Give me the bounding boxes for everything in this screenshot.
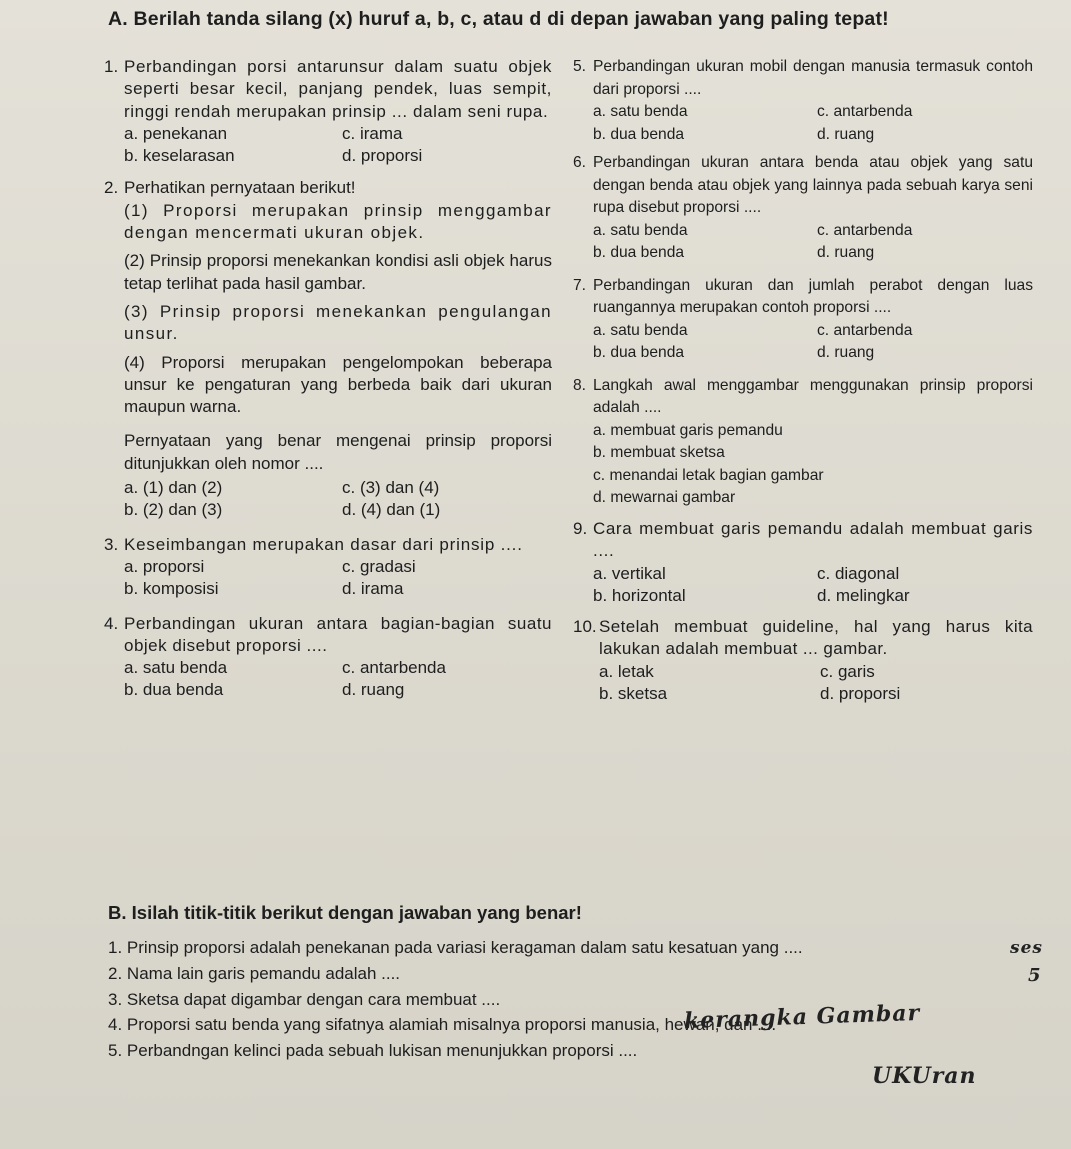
- question-7: [573, 275, 1033, 365]
- option-c[interactable]: c. (3) dan (4): [342, 478, 440, 498]
- question-number: 1.: [104, 57, 119, 76]
- section-a-heading: A. Berilah tanda silang (x) huruf a, b, c, atau d di depan jawaban yang paling tepat!: [108, 8, 889, 30]
- question-number: 3.: [104, 534, 119, 554]
- options: [124, 477, 552, 522]
- option-b[interactable]: b. dua benda: [593, 344, 685, 361]
- option-b[interactable]: b. dua benda: [593, 125, 685, 143]
- option-d[interactable]: d. irama: [342, 579, 404, 599]
- question-number: 4.: [104, 613, 119, 633]
- option-a[interactable]: a. (1) dan (2): [124, 478, 223, 498]
- item-text: Proporsi satu benda yang sifatnya alamiah misalnya proporsi manusia, hewan, dan ....: [126, 1015, 777, 1035]
- fill-item-3[interactable]: [108, 987, 1068, 1013]
- options: [593, 101, 1033, 146]
- options: [124, 556, 552, 601]
- question-stem: Cara membuat garis pemandu adalah membuat garis ....: [593, 518, 1033, 560]
- option-b[interactable]: b. sketsa: [599, 684, 668, 703]
- option-c[interactable]: c. antarbenda: [342, 658, 446, 678]
- question-5: [573, 56, 1033, 146]
- fill-item-5[interactable]: [108, 1038, 1068, 1064]
- option-c[interactable]: c. irama: [342, 123, 403, 143]
- question-stem: Perbandingan ukuran mobil dengan manusia termasuk contoh dari proporsi ....: [593, 58, 1033, 98]
- option-c[interactable]: c. antarbenda: [817, 321, 913, 339]
- option-b[interactable]: b. keselarasan: [124, 146, 235, 166]
- option-b[interactable]: b. horizontal: [593, 586, 686, 605]
- option-c[interactable]: c. gradasi: [342, 556, 416, 576]
- option-d[interactable]: d. melingkar: [817, 586, 910, 605]
- option-a[interactable]: a. satu benda: [593, 321, 688, 339]
- item-text: Nama lain garis pemandu adalah ....: [126, 963, 401, 983]
- fill-item-4[interactable]: [108, 1012, 1068, 1038]
- item-text: Sketsa dapat digambar dengan cara membuat ....: [126, 989, 501, 1009]
- item-text: Perbandngan kelinci pada sebuah lukisan menunjukkan proporsi ....: [126, 1041, 638, 1061]
- statement-3: (3) Prinsip proporsi menekankan pengulangan unsur.: [124, 301, 552, 344]
- option-a[interactable]: a. penekanan: [124, 123, 228, 143]
- question-stem: Perbandingan ukuran antara bagian-bagian suatu objek disebut proporsi ....: [124, 613, 552, 655]
- fill-item-1[interactable]: [108, 935, 1068, 961]
- options: [593, 320, 1033, 365]
- option-d[interactable]: d. ruang: [342, 680, 405, 700]
- option-d[interactable]: d. (4) dan (1): [342, 500, 441, 520]
- fill-item-2[interactable]: [108, 961, 1068, 987]
- question-8: [573, 375, 1033, 510]
- question-stem: Setelah membuat guideline, hal yang harus kita lakukan adalah membuat ... gambar.: [599, 616, 1033, 658]
- option-b[interactable]: b. dua benda: [593, 244, 685, 261]
- option-a[interactable]: a. letak: [599, 661, 654, 681]
- option-a[interactable]: a. membuat garis pemandu: [593, 421, 783, 439]
- section-b-list: [108, 935, 1068, 1064]
- item-number: 5.: [108, 1041, 123, 1061]
- question-9: [573, 518, 1033, 608]
- option-c[interactable]: c. garis: [820, 661, 875, 681]
- section-b-heading: B. Isilah titik-titik berikut dengan jawaban yang benar!: [108, 902, 582, 923]
- item-number: 1.: [108, 938, 123, 957]
- item-number: 4.: [108, 1015, 123, 1035]
- question-10: [573, 616, 1033, 706]
- statement-1: (1) Proporsi merupakan prinsip menggambar dengan mencermati ukuran objek.: [124, 200, 552, 243]
- question-number: 6.: [573, 154, 587, 171]
- right-column: [573, 56, 1033, 710]
- options: [124, 657, 552, 702]
- question-3: [104, 534, 552, 601]
- question-follow-up: Pernyataan yang benar mengenai prinsip proporsi ditunjukkan oleh nomor ....: [124, 431, 552, 473]
- left-column: [104, 56, 552, 706]
- option-d[interactable]: d. ruang: [817, 244, 875, 261]
- question-2: [104, 177, 552, 521]
- option-c[interactable]: c. antarbenda: [817, 221, 913, 239]
- question-4: [104, 613, 552, 702]
- option-a[interactable]: a. satu benda: [593, 103, 688, 120]
- item-text: Prinsip proporsi adalah penekanan pada variasi keragaman dalam satu kesatuan yang ....: [126, 938, 803, 957]
- question-number: 2.: [104, 178, 119, 198]
- option-d[interactable]: d. ruang: [817, 344, 875, 361]
- options: [599, 661, 1033, 706]
- option-d[interactable]: d. mewarnai gambar: [593, 489, 736, 506]
- question-number: 9.: [573, 518, 588, 538]
- option-a[interactable]: a. proporsi: [124, 556, 205, 576]
- option-a[interactable]: a. vertikal: [593, 563, 666, 583]
- options: [593, 220, 1033, 265]
- option-c[interactable]: c. antarbenda: [817, 103, 913, 120]
- question-6: [573, 152, 1033, 265]
- handwritten-answer-5: UKUran: [872, 1063, 977, 1089]
- question-stem: Perbandingan ukuran dan jumlah perabot dengan luas ruangannya merupakan contoh proporsi ....: [593, 276, 1033, 316]
- option-b[interactable]: b. komposisi: [124, 579, 219, 599]
- option-b[interactable]: b. membuat sketsa: [593, 444, 725, 461]
- option-d[interactable]: d. proporsi: [342, 146, 423, 166]
- item-number: 2.: [108, 963, 123, 983]
- question-stem: Perhatikan pernyataan berikut!: [124, 178, 356, 198]
- statement-4: (4) Proporsi merupakan pengelompokan beberapa unsur ke pengaturan yang berbeda baik dari ukuran maupun warna.: [124, 352, 552, 417]
- question-stem: Perbandingan ukuran antara benda atau objek yang satu dengan benda atau objek yang lainnya pada sebuah karya seni rupa disebut proporsi ....: [593, 154, 1033, 216]
- question-stem: Perbandingan porsi antarunsur dalam suatu objek seperti besar kecil, panjang pendek, luas sempit, ringgi rendah merupakan prinsip ... dalam seni rupa.: [124, 57, 552, 121]
- option-a[interactable]: a. satu benda: [593, 221, 688, 239]
- options: [124, 123, 552, 168]
- option-c[interactable]: c. diagonal: [817, 563, 900, 583]
- statement-2: (2) Prinsip proporsi menekankan kondisi asli objek harus tetap terlihat pada hasil gambar.: [124, 251, 552, 293]
- question-number: 8.: [573, 376, 587, 394]
- question-number: 5.: [573, 58, 587, 75]
- option-b[interactable]: b. (2) dan (3): [124, 500, 223, 520]
- option-a[interactable]: a. satu benda: [124, 658, 228, 678]
- option-b[interactable]: b. dua benda: [124, 680, 224, 700]
- handwritten-answer-1: ses: [1010, 938, 1043, 958]
- options: [593, 563, 1033, 608]
- question-number: 10.: [573, 616, 597, 636]
- option-c[interactable]: c. menandai letak bagian gambar: [593, 466, 824, 484]
- handwritten-answer-3: kerangka Gambar: [683, 999, 921, 1035]
- question-stem: Keseimbangan merupakan dasar dari prinsip ....: [124, 534, 523, 554]
- question-number: 7.: [573, 276, 587, 294]
- option-d[interactable]: d. ruang: [817, 125, 875, 143]
- item-number: 3.: [108, 989, 123, 1009]
- question-stem: Langkah awal menggambar menggunakan prinsip proporsi adalah ....: [593, 376, 1033, 416]
- question-1: [104, 56, 552, 167]
- handwritten-mark: 5: [1028, 965, 1042, 986]
- option-d[interactable]: d. proporsi: [820, 684, 901, 703]
